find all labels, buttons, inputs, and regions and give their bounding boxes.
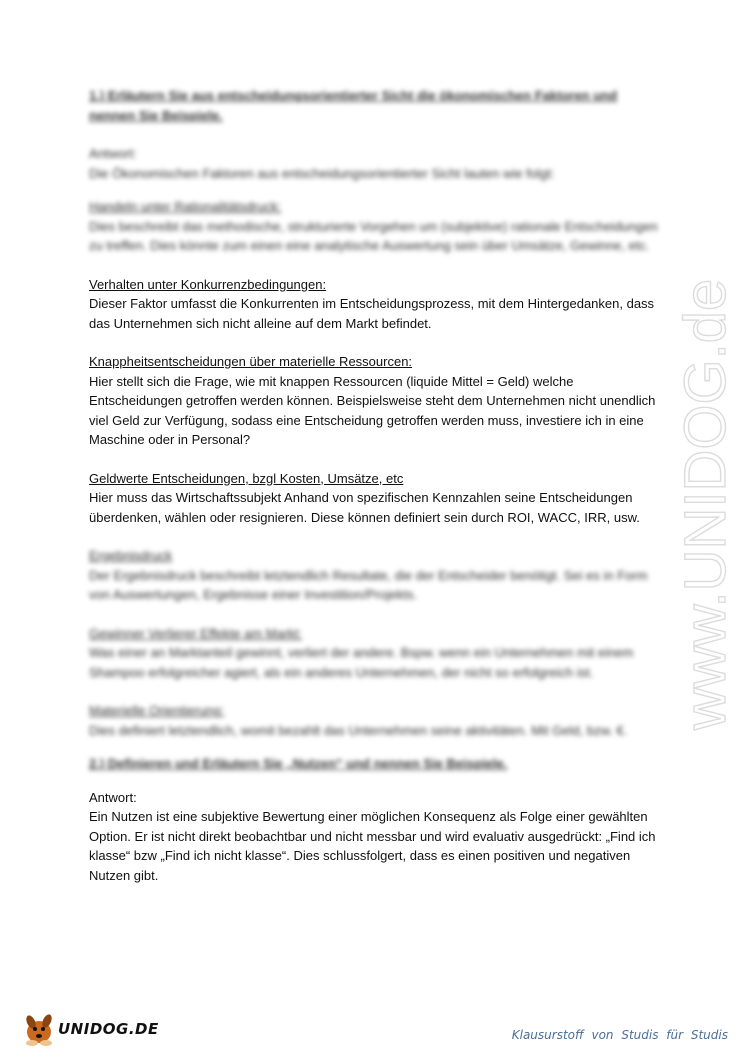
watermark-graphic <box>655 260 745 740</box>
dog-icon <box>22 1008 62 1048</box>
factor-heading: Materielle Orientierung: <box>89 703 225 718</box>
factor-heading: Gewinner Verlierer Effekte am Markt: <box>89 625 302 641</box>
factor-heading: Handeln unter Rationalitätsdruck: <box>89 199 282 214</box>
factor-text: Hier stellt sich die Frage, wie mit knappen Ressourcen (liquide Mittel = Geld) welche Entscheidungen getroffen werden können. Beispielsweise steht dem Unternehmen nicht unendlich viel Geld zur Verfügung, sodass eine Entscheidung getroffen werden muss, investiere ich in eine Maschine oder in Personal? <box>89 373 656 447</box>
watermark <box>655 260 745 740</box>
answer-1-intro: Die Ökonomischen Faktoren aus entscheidungsorientierter Sicht lauten wie folgt: <box>89 165 555 181</box>
factor-text: Dieser Faktor umfasst die Konkurrenten im Entscheidungsprozess, mit dem Hintergedanken, dass das Unternehmen sich nicht alleine auf dem Markt befindet. <box>89 296 655 331</box>
watermark-text: www.UNIDOG.de <box>673 278 738 730</box>
answer-1-label: Antwort: <box>89 146 137 161</box>
factor-block <box>89 469 664 528</box>
question-1-title: 1.) Erläutern Sie aus entscheidungsorientierter Sicht die ökonomischen Faktoren und nennen Sie Beispiele. <box>89 88 618 123</box>
unidog-logo <box>22 1008 159 1048</box>
factor-text: Hier muss das Wirtschaftssubjekt Anhand von spezifischen Kennzahlen seine Entscheidungen überdenken, wählen oder resignieren. Diese können definiert sein durch ROI, WACC, IRR, usw. <box>89 490 640 525</box>
factor-text: Dies beschreibt das methodische, strukturierte Vorgehen um (subjektive) rationale Entscheidungen zu treffen. Dies könnte zum einen eine analytische Auswertung sein über Umsätze, Gewinne, etc. <box>89 218 658 253</box>
factor-heading: Knappheitsentscheidungen über materielle Ressourcen: <box>89 354 413 369</box>
factor-text: Der Ergebnisdruck beschreibt letztendlich Resultate, die der Entscheider benötigt. Sei es in Form von Auswertungen, Ergebnisse einer Investition/Projekts. <box>89 567 648 602</box>
answer-2-label: Antwort: <box>89 789 137 805</box>
question-2-block <box>89 754 664 774</box>
factor-heading: Verhalten unter Konkurrenzbedingungen: <box>89 276 327 292</box>
logo-text: UNIDOG.DE <box>58 1020 159 1038</box>
factor-block <box>89 275 664 334</box>
factor-text: Was einer an Marktanteil gewinnt, verliert der andere. Bspw. wenn ein Unternehmen mit einem Shampoo erfolgreicher agiert, als ein anderes Unternehmen, der nicht so erfolgreich ist. <box>89 645 634 680</box>
factor-heading: Geldwerte Entscheidungen, bzgl Kosten, Umsätze, etc <box>89 470 404 486</box>
answer-2-block <box>89 788 664 886</box>
factor-block <box>89 197 664 256</box>
answer-2-text: Ein Nutzen ist eine subjektive Bewertung einer möglichen Konsequenz als Folge einer gewählten Option. Er ist nicht direkt beobachtbar und nicht messbar und wird evaluativ ausgedrückt: „Find ich klasse“ bzw „Find ich nicht klasse“. Dies schlussfolgert, dass es einen positiven und negativen Nutzen gibt. <box>89 809 656 883</box>
factor-text: Dies definiert letztendlich, womit bezahlt das Unternehmen seine aktivitäten. Mit Geld, bzw. €. <box>89 722 628 738</box>
factor-block <box>89 352 664 450</box>
document-content <box>89 86 664 904</box>
footer-tagline: Klausurstoff von Studis für Studis <box>511 1028 728 1042</box>
question-1-block <box>89 86 664 125</box>
factor-block <box>89 701 664 740</box>
answer-1-intro-block <box>89 144 664 183</box>
factor-block <box>89 546 664 605</box>
question-2-title: 2.) Definieren und Erläutern Sie „Nutzen“ und nennen Sie Beispiele. <box>89 756 508 771</box>
factor-block <box>89 624 664 683</box>
factor-heading: Ergebnisdruck <box>89 548 173 563</box>
